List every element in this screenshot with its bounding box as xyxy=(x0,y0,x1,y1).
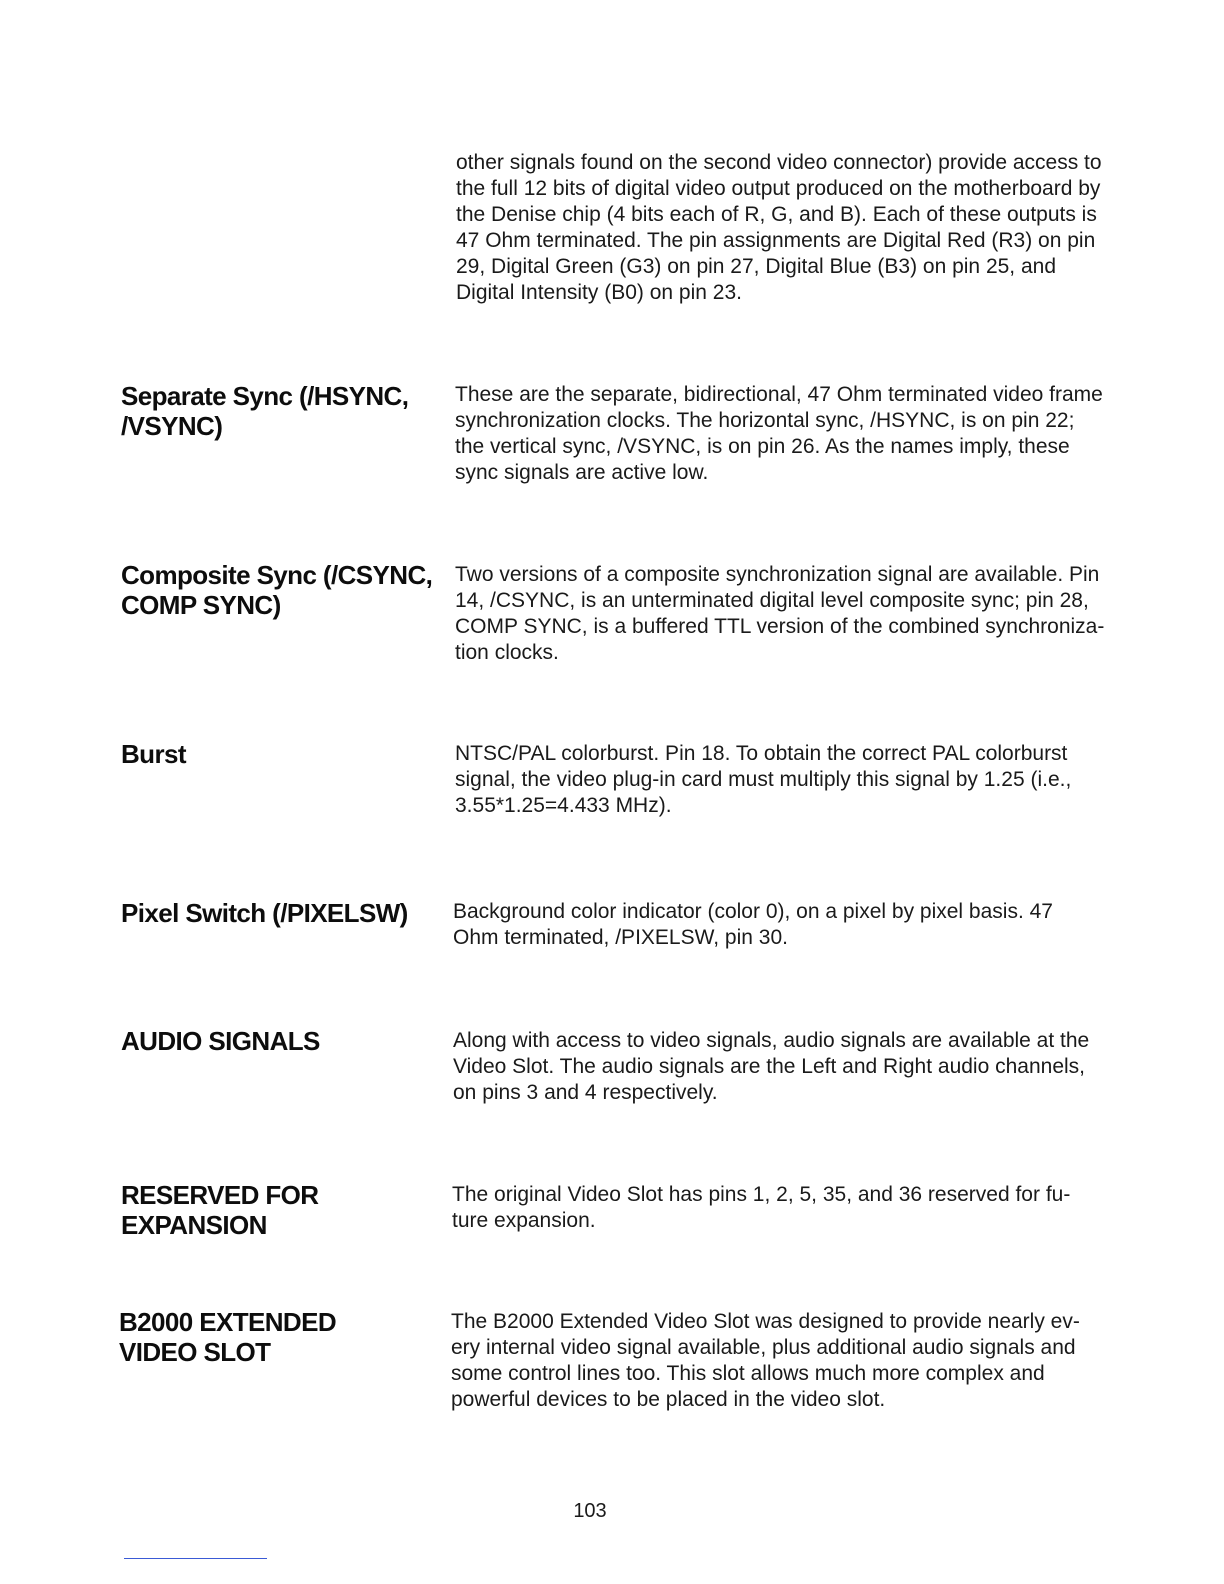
section-heading-burst: Burst xyxy=(121,739,186,769)
section-body-pixel-switch: Background color indicator (color 0), on a pixel by pixel basis. 47 Ohm terminated, /PIXELSW, pin 30. xyxy=(453,900,1053,949)
section-body-composite-sync: Two versions of a composite synchronization signal are available. Pin 14, /CSYNC, is an unterminated digital level composite sync; pin 28, COMP SYNC, is a buffered TTL version of the combined synchroniza-tion clocks. xyxy=(455,563,1105,664)
section-body-burst: NTSC/PAL colorburst. Pin 18. To obtain the correct PAL colorburst signal, the video plug-in card must multiply this signal by 1.25 (i.e., 3.55*1.25=4.433 MHz). xyxy=(455,742,1072,817)
section-heading-b2000-extended-video-slot: B2000 EXTENDED VIDEO SLOT xyxy=(119,1307,337,1367)
intro-paragraph: other signals found on the second video connector) provide access to the full 12 bits of digital video output produced on the motherboard by the Denise chip (4 bits each of R, G, and B). Each of these outputs is 47 Ohm terminated. The pin assignments are Digital Red (R3) on pin 29, Digital Green (G3) on pin 27, Digital Blue (B3) on pin 25, and Digital Intensity (B0) on pin 23. xyxy=(456,151,1102,304)
section-heading-composite-sync: Composite Sync (/CSYNC, COMP SYNC) xyxy=(121,560,433,620)
section-body-audio-signals: Along with access to video signals, audio signals are available at the Video Slot. The audio signals are the Left and Right audio channels, on pins 3 and 4 respectively. xyxy=(453,1029,1090,1104)
page-number: 103 xyxy=(573,1500,607,1522)
section-body-separate-sync: These are the separate, bidirectional, 47 Ohm terminated video frame synchronization clocks. The horizontal sync, /HSYNC, is on pin 22; the vertical sync, /VSYNC, is on pin 26. As the names imply, these sync signals are active low. xyxy=(455,383,1103,484)
section-heading-separate-sync: Separate Sync (/HSYNC, /VSYNC) xyxy=(121,381,409,441)
footer-rule xyxy=(124,1558,267,1559)
section-heading-reserved-for-expansion: RESERVED FOR EXPANSION xyxy=(121,1180,319,1240)
section-body-reserved-for-expansion: The original Video Slot has pins 1, 2, 5, 35, and 36 reserved for fu-ture expansion. xyxy=(452,1183,1071,1232)
section-heading-audio-signals: AUDIO SIGNALS xyxy=(121,1026,320,1056)
section-body-b2000-extended-video-slot: The B2000 Extended Video Slot was designed to provide nearly ev-ery internal video signal available, plus additional audio signals and some control lines too. This slot allows much more complex and powerful devices to be placed in the video slot. xyxy=(451,1310,1080,1411)
section-heading-pixel-switch: Pixel Switch (/PIXELSW) xyxy=(121,898,408,928)
